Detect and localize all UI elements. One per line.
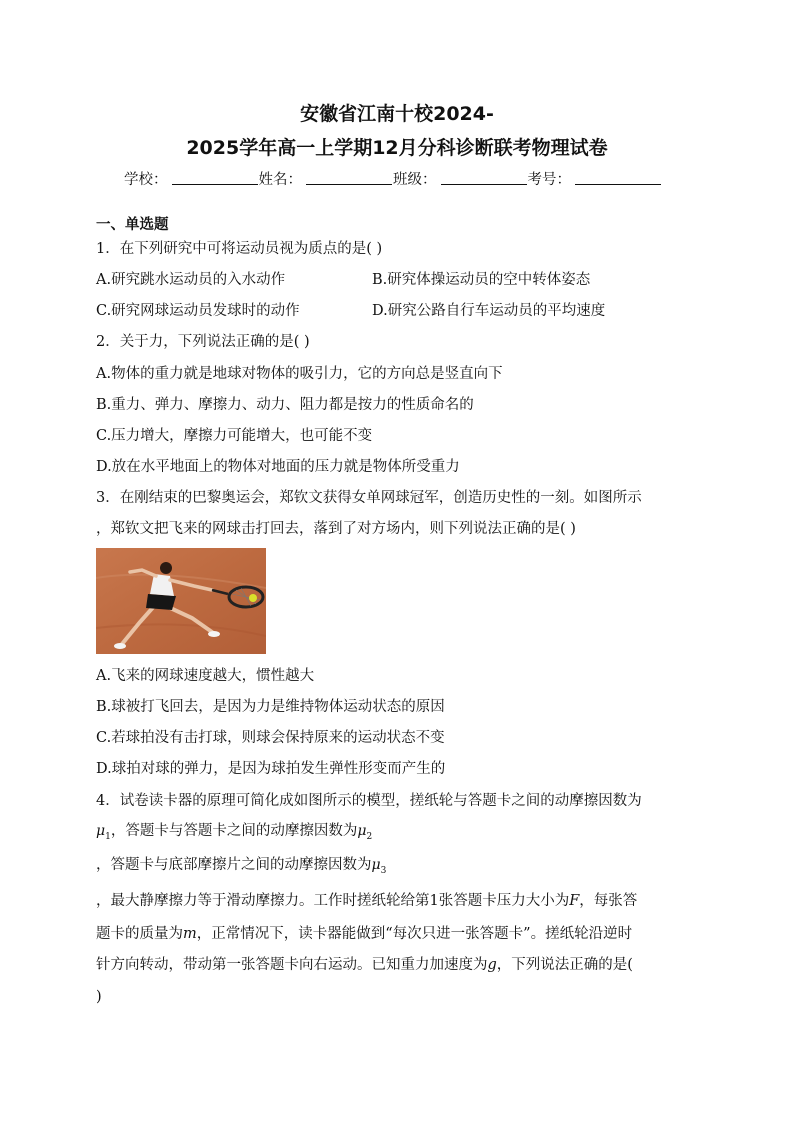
q3-option-b: B.球被打飞回去，是因为力是维持物体运动状态的原因 <box>96 699 445 715</box>
school-blank <box>172 170 258 185</box>
q3-option-a: A.飞来的网球速度越大，惯性越大 <box>96 668 315 684</box>
section-heading: 一、单选题 <box>96 217 169 233</box>
q3-stem-line-2: ，郑钦文把飞来的网球击打回去，落到了对方场内，则下列说法正确的是( ) <box>96 521 576 537</box>
q4-line-3: ，答题卡与底部摩擦片之间的动摩擦因数为$\mu_3$ <box>96 857 387 876</box>
exam-no-blank <box>575 170 661 185</box>
q2-option-d: D.放在水平地面上的物体对地面的压力就是物体所受重力 <box>96 459 460 475</box>
q1-stem: 1．在下列研究中可将运动员视为质点的是( ) <box>96 241 383 257</box>
mu3-symbol: $\mu_3$ <box>371 857 387 876</box>
q2-option-c: C.压力增大，摩擦力可能增大，也可能不变 <box>96 428 373 444</box>
tennis-player-photo <box>96 548 266 654</box>
q4-line-7: ) <box>96 989 102 1005</box>
class-blank <box>441 170 527 185</box>
q4-line-6: 针方向转动，带动第一张答题卡向右运动。已知重力加速度为g，下列说法正确的是( <box>96 957 633 973</box>
q1-option-a: A.研究跳水运动员的入水动作 <box>96 272 286 288</box>
q4-line-1: 4．试卷读卡器的原理可简化成如图所示的模型，搓纸轮与答题卡之间的动摩擦因数为 <box>96 793 642 809</box>
q1-option-b: B.研究体操运动员的空中转体姿态 <box>372 272 591 288</box>
exam-no-label: 考号： <box>527 172 571 188</box>
q2-option-a: A.物体的重力就是地球对物体的吸引力，它的方向总是竖直向下 <box>96 366 503 382</box>
mu2-symbol: $\mu_2$ <box>357 823 373 842</box>
q2-option-b: B.重力、弹力、摩擦力、动力、阻力都是按力的性质命名的 <box>96 397 474 413</box>
q3-option-d: D.球拍对球的弹力，是因为球拍发生弹性形变而产生的 <box>96 761 446 777</box>
q3-stem-line-1: 3．在刚结束的巴黎奥运会，郑钦文获得女单网球冠军，创造历史性的一刻。如图所示 <box>96 490 642 506</box>
name-label: 姓名： <box>258 172 302 188</box>
class-label: 班级： <box>393 172 437 188</box>
q3-option-c: C.若球拍没有击打球，则球会保持原来的运动状态不变 <box>96 730 445 746</box>
student-info-row <box>124 170 662 190</box>
q4-line-4: ，最大静摩擦力等于滑动摩擦力。工作时搓纸轮给第1张答题卡压力大小为F，每张答 <box>96 893 638 909</box>
q4-line-5: 题卡的质量为m，正常情况下，读卡器能做到“每次只进一张答题卡”。搓纸轮沿逆时 <box>96 926 633 942</box>
q1-option-c: C.研究网球运动员发球时的动作 <box>96 303 300 319</box>
q4-line-2: $\mu_1$，答题卡与答题卡之间的动摩擦因数为$\mu_2$ <box>96 823 373 842</box>
school-label: 学校： <box>124 172 168 188</box>
q1-option-d: D.研究公路自行车运动员的平均速度 <box>372 303 606 319</box>
q2-stem: 2．关于力，下列说法正确的是( ) <box>96 334 310 350</box>
doc-title-line-2: 2025学年高一上学期12月分科诊断联考物理试卷 <box>186 137 608 159</box>
doc-title-line-1: 安徽省江南十校2024- <box>300 103 494 125</box>
mu1-symbol: $\mu_1$ <box>96 823 111 842</box>
name-blank <box>306 170 392 185</box>
